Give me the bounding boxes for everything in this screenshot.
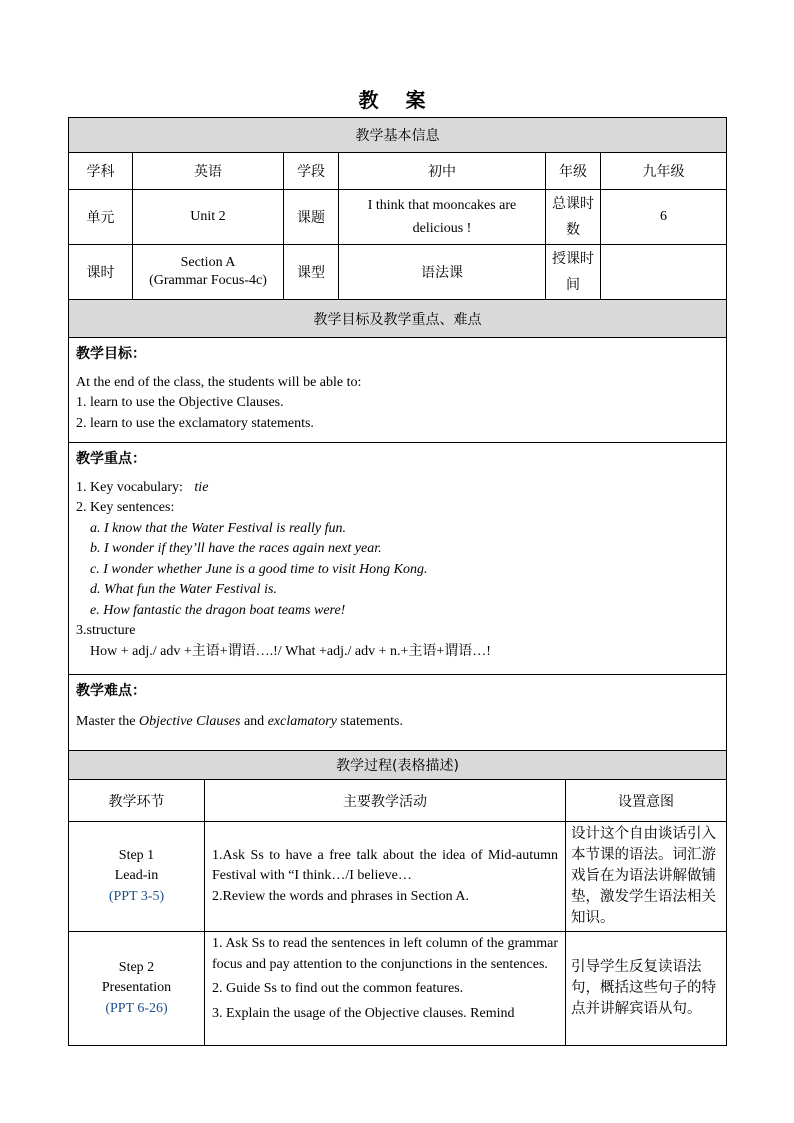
activity-item: 3. Explain the usage of the Objective clauses. Remind: [212, 1005, 515, 1021]
lesson-type-label: 课型: [284, 245, 339, 300]
activities-cell: [205, 822, 566, 932]
process-col-intent: 设置意图: [566, 780, 727, 822]
stage-value: 初中: [339, 153, 546, 190]
activity-item: 1.Ask Ss to have a free talk about the idea of Mid-autumn Festival with “I think…/I believe…: [212, 847, 558, 884]
process-col-activities: 主要教学活动: [205, 780, 566, 822]
lesson-type-value: 语法课: [339, 245, 546, 300]
step-name: Presentation: [101, 980, 172, 996]
total-periods-value: 6: [601, 190, 727, 245]
stage-label: 学段: [284, 153, 339, 190]
step-name: Lead-in: [114, 868, 159, 884]
key-vocabulary-label: 1. Key vocabulary:: [76, 479, 183, 495]
step-ppt: (PPT 3-5): [108, 888, 165, 904]
table-row: [69, 822, 727, 932]
structure-label: 3.structure: [76, 623, 136, 638]
objectives-heading: 教学目标：: [76, 346, 146, 362]
activity-item: 2.Review the words and phrases in Section A.: [212, 888, 470, 904]
objectives-line: 2. learn to use the exclamatory statements.: [76, 415, 314, 431]
subject-label: 学科: [69, 153, 133, 190]
period-line-1: Section A: [180, 255, 236, 270]
difficulty-term-exclamatory: exclamatory: [267, 713, 337, 729]
subject-value: 英语: [133, 153, 284, 190]
step-cell: [69, 822, 205, 932]
key-sentence: e. How fantastic the dragon boat teams were!: [90, 602, 346, 618]
intent-cell: 设计这个自由谈话引入本节课的语法。词汇游戏旨在为语法讲解做铺垫，激发学生语法相关知识。: [566, 822, 727, 932]
grade-value: 九年级: [601, 153, 727, 190]
step-number: Step 2: [118, 959, 155, 975]
goals-header: 教学目标及教学重点、难点: [69, 300, 727, 338]
topic-value: I think that mooncakes are delicious !: [339, 190, 546, 245]
structure-formula: How + adj./ adv +主语+谓语….!/ What +adj./ adv + n.+主语+谓语…!: [90, 643, 491, 659]
lesson-plan-table: [68, 117, 727, 780]
difficulty-section: [69, 675, 727, 751]
teaching-time-label: 授课时间: [546, 245, 601, 300]
intent-cell: 引导学生反复读语法句，概括这些句子的特点并讲解宾语从句。: [566, 932, 727, 1046]
key-sentence: b. I wonder if they’ll have the races again next year.: [90, 541, 382, 556]
key-sentences-label: 2. Key sentences:: [76, 500, 175, 515]
objectives-section: [69, 338, 727, 443]
key-sentence: c. I wonder whether June is a good time to visit Hong Kong.: [90, 561, 428, 577]
table-row: [69, 932, 727, 1046]
difficulty-post: statements.: [336, 713, 403, 729]
key-vocabulary-line: [76, 478, 719, 499]
total-periods-label: 总课时数: [546, 190, 601, 245]
grade-label: 年级: [546, 153, 601, 190]
difficulty-heading: 教学难点：: [76, 683, 146, 699]
period-value: [133, 245, 284, 300]
process-header: 教学过程(表格描述): [69, 751, 727, 780]
period-label: 课时: [69, 245, 133, 300]
process-table: [68, 779, 727, 1046]
activity-item: 1. Ask Ss to read the sentences in left column of the grammar focus and pay attention to the conjunctions in the sentences.: [212, 936, 558, 972]
teaching-time-value: [601, 245, 727, 300]
activities-cell: [205, 932, 566, 1046]
key-sentence: d. What fun the Water Festival is.: [90, 582, 277, 597]
step-ppt: (PPT 6-26): [105, 1000, 168, 1016]
step-cell: [69, 932, 205, 1046]
difficulty-term-objective-clauses: Objective Clauses: [138, 713, 241, 729]
objectives-line: 1. learn to use the Objective Clauses.: [76, 395, 284, 410]
basic-info-header: 教学基本信息: [69, 118, 727, 153]
difficulty-mid: and: [240, 713, 268, 729]
key-points-section: [69, 443, 727, 675]
unit-label: 单元: [69, 190, 133, 245]
period-line-2: (Grammar Focus-4c): [149, 273, 267, 288]
process-col-stage: 教学环节: [69, 780, 205, 822]
unit-value: Unit 2: [133, 190, 284, 245]
topic-label: 课题: [284, 190, 339, 245]
key-sentence: a. I know that the Water Festival is really fun.: [90, 520, 346, 536]
difficulty-text: [76, 712, 719, 733]
key-vocabulary-word: tie: [194, 479, 209, 495]
document-title: 教 案: [358, 88, 436, 112]
activity-item: 2. Guide Ss to find out the common features.: [212, 981, 464, 996]
step-number: Step 1: [118, 847, 155, 863]
objectives-line: At the end of the class, the students will be able to:: [76, 374, 362, 390]
difficulty-pre: Master the: [76, 713, 139, 729]
key-points-heading: 教学重点：: [76, 451, 146, 467]
